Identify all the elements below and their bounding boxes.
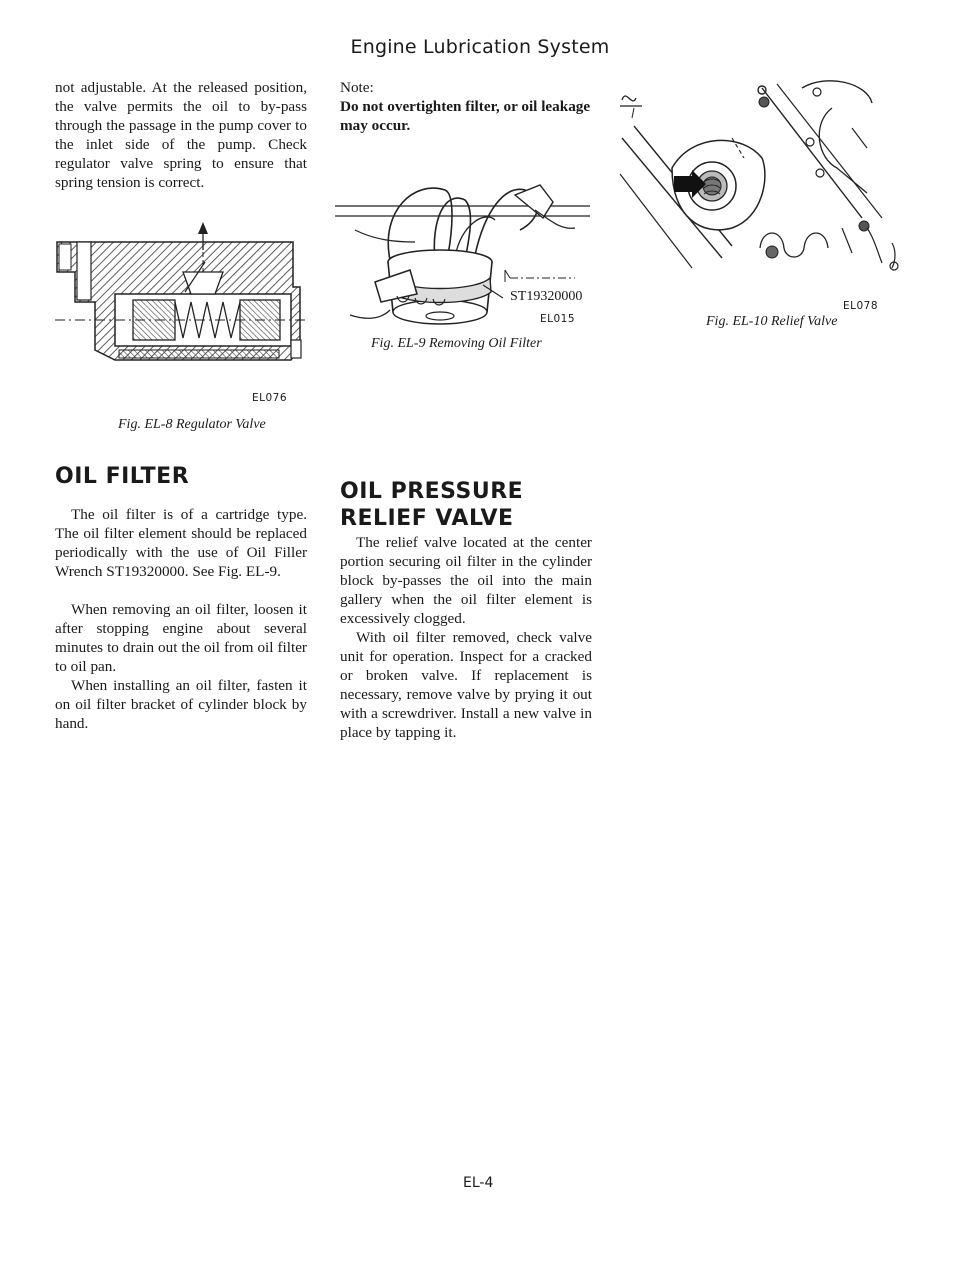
oil-filter-paragraph-3: When installing an oil filter, fasten it on oil filter bracket of cylinder block by hand. xyxy=(55,677,307,732)
relief-valve-heading-line-2: RELIEF VALVE xyxy=(340,506,514,531)
regulator-valve-figure xyxy=(55,232,307,377)
fig9-caption: Fig. EL-9 Removing Oil Filter xyxy=(371,336,542,351)
page-number: EL-4 xyxy=(463,1175,494,1191)
relief-valve-figure xyxy=(612,78,907,288)
oil-filter-heading: OIL FILTER xyxy=(55,464,190,489)
fig10-code: EL078 xyxy=(843,300,879,312)
regulator-intro-paragraph: not adjustable. At the released position, the valve permits the oil to by-pass through the passage in the pump cover to the inlet side of the pump. Check regulator valve spring to ensure that spring tension is correct. xyxy=(55,79,307,191)
note-label: Note: xyxy=(340,79,374,96)
relief-valve-paragraph-2: With oil filter removed, check valve unit for operation. Inspect for a cracked or broken valve. If replacement is necessary, remove valve by prying it out with a screwdriver. Install a new valve in place by tapping it. xyxy=(340,629,592,741)
oil-filter-paragraph-2: When removing an oil filter, loosen it after stopping engine about several minutes to drain out the oil from oil filter to oil pan. xyxy=(55,601,307,675)
running-header: Engine Lubrication System xyxy=(350,36,610,58)
fig10-caption: Fig. EL-10 Relief Valve xyxy=(706,314,838,329)
relief-valve-heading-line-1: OIL PRESSURE xyxy=(340,479,524,504)
fig9-code: EL015 xyxy=(540,313,576,325)
relief-valve-paragraph-1: The relief valve located at the center portion securing oil filter in the cylinder block by-passes the oil into the main gallery when the oil filter element is excessively clogged. xyxy=(340,534,592,627)
fig8-caption: Fig. EL-8 Regulator Valve xyxy=(118,417,266,432)
oil-filter-paragraph-1: The oil filter is of a cartridge type. The oil filter element should be replaced periodically with the use of Oil Filler Wrench ST19320000. See Fig. EL-9. xyxy=(55,506,307,580)
tool-number-label: ST19320000 xyxy=(510,289,583,304)
note-text: Do not overtighten filter, or oil leakage may occur. xyxy=(340,98,591,134)
oil-filter-removal-figure xyxy=(335,170,595,330)
fig8-code: EL076 xyxy=(252,392,288,404)
